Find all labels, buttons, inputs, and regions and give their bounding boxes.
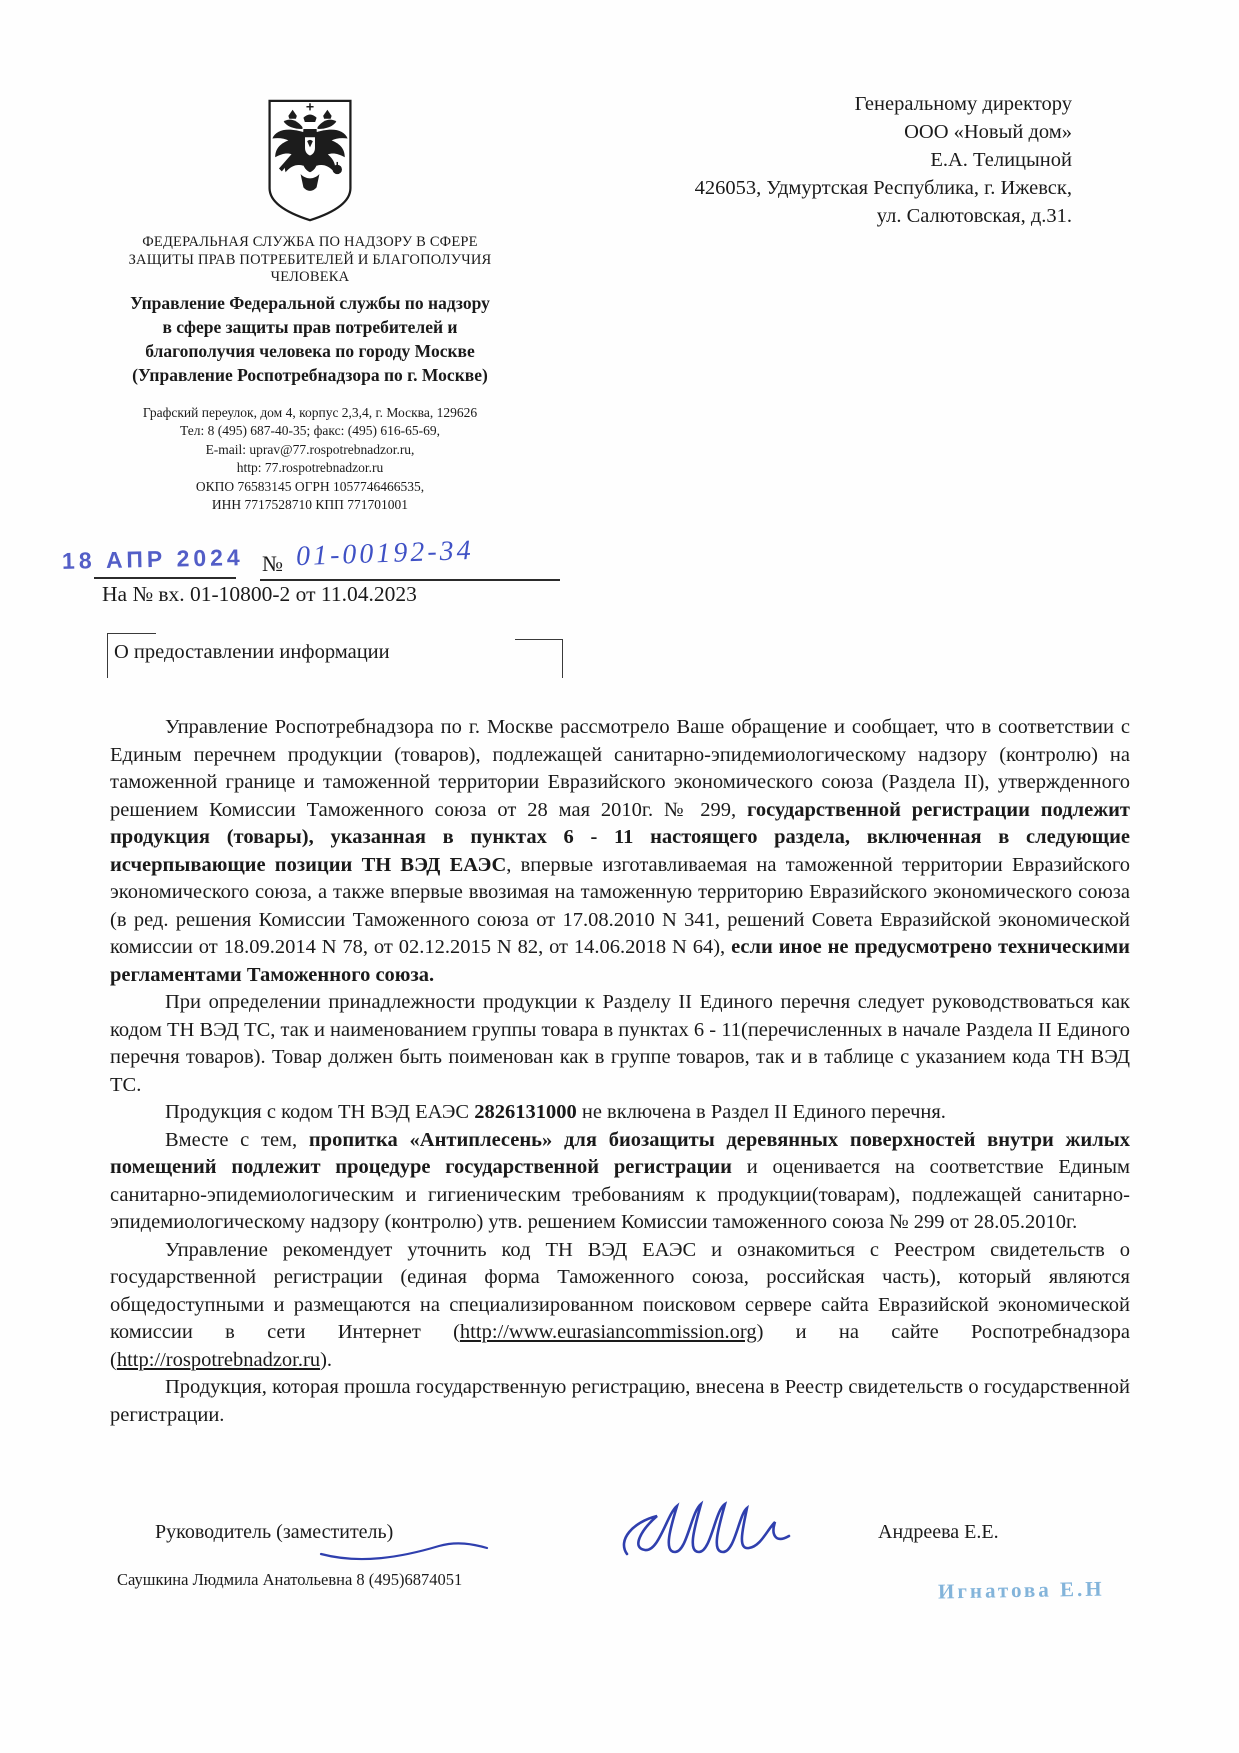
signature-role: Руководитель (заместитель): [155, 1521, 394, 1543]
agency-title-line: ЧЕЛОВЕКА: [270, 269, 350, 285]
russian-coat-of-arms-icon: [263, 96, 357, 226]
text-segment: Вместе с тем,: [165, 1128, 309, 1151]
body-paragraph: [110, 714, 1130, 989]
url-text: http://rospotrebnadzor.ru: [116, 1348, 321, 1371]
recipient-block: [600, 90, 1072, 230]
organization-name-line: Управление Федеральной службы по надзору: [130, 292, 490, 313]
recipient-line: ООО «Новый дом»: [904, 121, 1072, 143]
handwritten-signature-icon: [612, 1496, 834, 1576]
subject-corner-mark-right: [515, 639, 563, 678]
text-segment: , впервые изготавливаемая на таможенной территории Евразийского экономического союза, а также впервые ввозимая на таможенную территорию Евразийского экономического союза (в ред. решения Комиссии Таможенного союза от 17.08.2010 N 341, решений Совета Евразийской экономической комиссии от 18.09.2014 N 78, от 02.12.2015 N 82, от 14.06.2018 N 64),: [110, 853, 1130, 958]
text-segment: Управление Роспотребнадзора по г. Москве рассмотрело Ваше обращение и сообщает, что в соответствии с Единым перечнем продукции (товаров), подлежащей санитарно-эпидемиологическому надзору (контролю) на таможенной границе и таможенной территории Евразийского экономического союза (Раздела II), утвержденного решением Комиссии Таможенного союза от 28 мая 2010г. № 299,: [110, 716, 1130, 821]
letter-body: [110, 714, 1130, 1429]
incoming-reference-line: На № вх. 01-10800-2 от 11.04.2023: [102, 582, 417, 606]
contact-block: [88, 404, 532, 515]
body-paragraph: [110, 989, 1130, 1099]
body-paragraph: [110, 1374, 1130, 1429]
subject-line: О предоставлении информации: [114, 641, 390, 663]
agency-title-line: ЗАЩИТЫ ПРАВ ПОТРЕБИТЕЛЕЙ И БЛАГОПОЛУЧИЯ: [128, 251, 492, 268]
text-segment: ).: [320, 1348, 333, 1371]
organization-name: [88, 291, 532, 387]
outgoing-number-handwritten: 01-00192-34: [295, 534, 475, 573]
contact-line-phone: Тел: 8 (495) 687-40-35; факс: (495) 616-65-69,: [179, 423, 440, 438]
body-paragraph: [110, 1127, 1130, 1237]
organization-name-line: (Управление Роспотребнадзора по г. Москве): [132, 364, 488, 385]
recipient-line: ул. Салютовская, д.31.: [876, 205, 1072, 227]
number-rule-line: [260, 579, 560, 581]
date-rule-line: [94, 577, 236, 579]
organization-name-line: благополучия человека по городу Москве: [145, 340, 475, 361]
agency-title-line: ФЕДЕРАЛЬНАЯ СЛУЖБА ПО НАДЗОРУ В СФЕРЕ: [142, 234, 478, 250]
body-paragraph: [110, 1099, 1130, 1127]
date-stamp: 18 АПР 2024: [61, 544, 244, 574]
text-segment: не включена в Раздел II Единого перечня.: [576, 1101, 946, 1123]
contact-line-okpo-ogrn: ОКПО 76583145 ОГРН 1057746466535,: [195, 478, 425, 494]
recipient-line: 426053, Удмуртская Республика, г. Ижевск,: [694, 177, 1072, 199]
text-segment: Управление рекомендует уточнить код ТН ВЭД ЕАЭС и ознакомиться с Реестром свидетельств о государственной регистрации (единая форма Таможенного союза, российская часть), который являются общедоступными и размещаются на специализированном поисковом сервере сайта Евразийской экономической комиссии в сети Интернет (: [110, 1238, 1130, 1343]
recipient-line: Генеральному директору: [854, 93, 1072, 115]
name-stamp: Игнатова Е.Н: [937, 1576, 1105, 1604]
url-text: http://www.eurasiancommission.org: [459, 1321, 757, 1343]
bold-text-segment: пропитка «Антиплесень» для биозащиты деревянных поверхностей внутри жилых помещений подлежит процедуре государственной регистрации: [110, 1128, 1130, 1178]
contact-line-website: http: 77.rospotrebnadzor.ru: [236, 460, 384, 475]
bold-text-segment: если иное не предусмотрено техническими регламентами Таможенного союза.: [110, 936, 1130, 986]
text-segment: ) и на сайте Роспотребнадзора (: [110, 1321, 1130, 1371]
executor-line: Саушкина Людмила Анатольевна 8 (495)6874051: [117, 1570, 463, 1589]
bold-text-segment: государственной регистрации подлежит продукция (товары), указанная в пунктах 6 - 11 настоящего раздела, включенная в следующие исчерпывающие позиции ТН ВЭД ЕАЭС: [110, 798, 1130, 876]
body-paragraph: [110, 1237, 1130, 1375]
bold-text-segment: 2826131000: [474, 1101, 577, 1123]
agency-title: [88, 234, 532, 287]
contact-line-address: Графский переулок, дом 4, корпус 2,3,4, г. Москва, 129626: [142, 404, 478, 420]
letterhead: [88, 96, 532, 515]
contact-line-email: E-mail: uprav@77.rospotrebnadzor.ru,: [205, 441, 415, 457]
organization-name-line: в сфере защиты прав потребителей и: [162, 316, 458, 337]
outgoing-number-label: №: [262, 551, 283, 576]
text-segment: и оценивается на соответствие Единым санитарно-эпидемиологическим и гигиеническим требованиям к продукции(товарам), подлежащей санитарно-эпидемиологическому надзору (контролю) утв. решением Комиссии таможенного союза № 299 от 28.05.2010г.: [110, 1156, 1130, 1233]
text-segment: При определении принадлежности продукции к Разделу II Единого перечня следует руководствоваться как кодом ТН ВЭД ТС, так и наименованием группы товара в пунктах 6 - 11(перечисленных в начале Раздела II Единого перечня товаров). Товар должен быть поименован как в группе товаров, так и в таблице с указанием кода ТН ВЭД ТС.: [110, 991, 1130, 1096]
contact-line-inn-kpp: ИНН 7717528710 КПП 771701001: [211, 497, 409, 512]
text-segment: Продукция, которая прошла государственную регистрацию, внесена в Реестр свидетельств о государственной регистрации.: [110, 1376, 1130, 1426]
recipient-line: Е.А. Телицыной: [930, 149, 1072, 171]
text-segment: Продукция с кодом ТН ВЭД ЕАЭС: [165, 1101, 475, 1123]
pen-flourish-line: [318, 1538, 490, 1564]
signer-name: Андреева Е.Е.: [878, 1521, 999, 1543]
